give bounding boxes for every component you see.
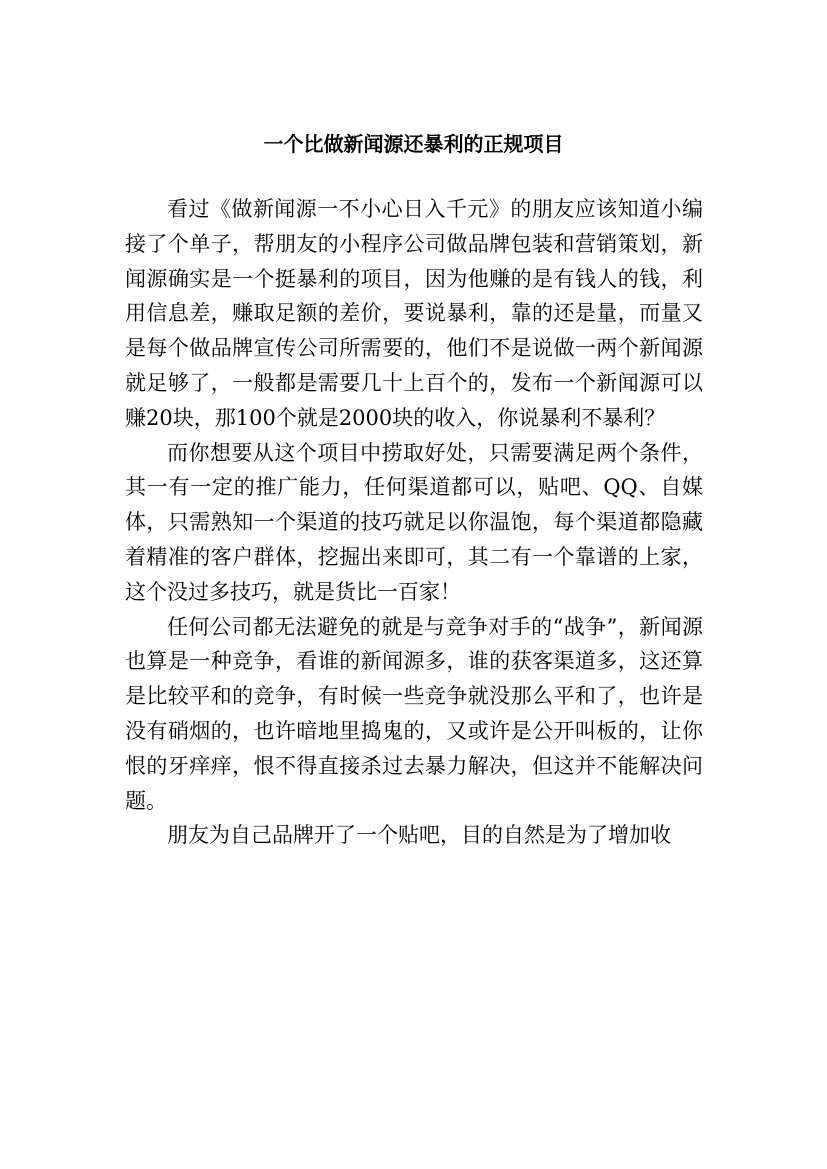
paragraph-2: 而你想要从这个项目中捞取好处，只需要满足两个条件，其一有一定的推广能力，任何渠道都可以，贴吧、QQ、自媒体，只需熟知一个渠道的技巧就足以你温饱，每个渠道都隐藏着精准的客户群体，挖掘出来即可，其二有一个靠谱的上家，这个没过多技巧，就是货比一百家！: [125, 440, 703, 604]
document-body: [125, 192, 703, 853]
paragraph-4: 朋友为自己品牌开了一个贴吧，目的自然是为了增加收: [167, 823, 671, 848]
paragraph-3: 任何公司都无法避免的就是与竞争对手的“战争”，新闻源也算是一种竞争，看谁的新闻源多，谁的获客渠道多，这还算是比较平和的竞争，有时候一些竞争就没那么平和了，也许是没有硝烟的，也许暗地里捣鬼的，又或许是公开叫板的，让你恨的牙痒痒，恨不得直接杀过去暴力解决，但这并不能解决问题。: [125, 614, 703, 813]
paragraph-1: 看过《做新闻源一不小心日入千元》的朋友应该知道小编接了个单子，帮朋友的小程序公司做品牌包装和营销策划，新闻源确实是一个挺暴利的项目，因为他赚的是有钱人的钱，利用信息差，赚取足额的差价，要说暴利，靠的还是量，而量又是每个做品牌宣传公司所需要的，他们不是说做一两个新闻源就足够了，一般都是需要几十上百个的，发布一个新闻源可以赚20块，那100个就是2000块的收入，你说暴利不暴利？: [125, 197, 703, 430]
document-title: 一个比做新闻源还暴利的正规项目: [263, 132, 564, 156]
